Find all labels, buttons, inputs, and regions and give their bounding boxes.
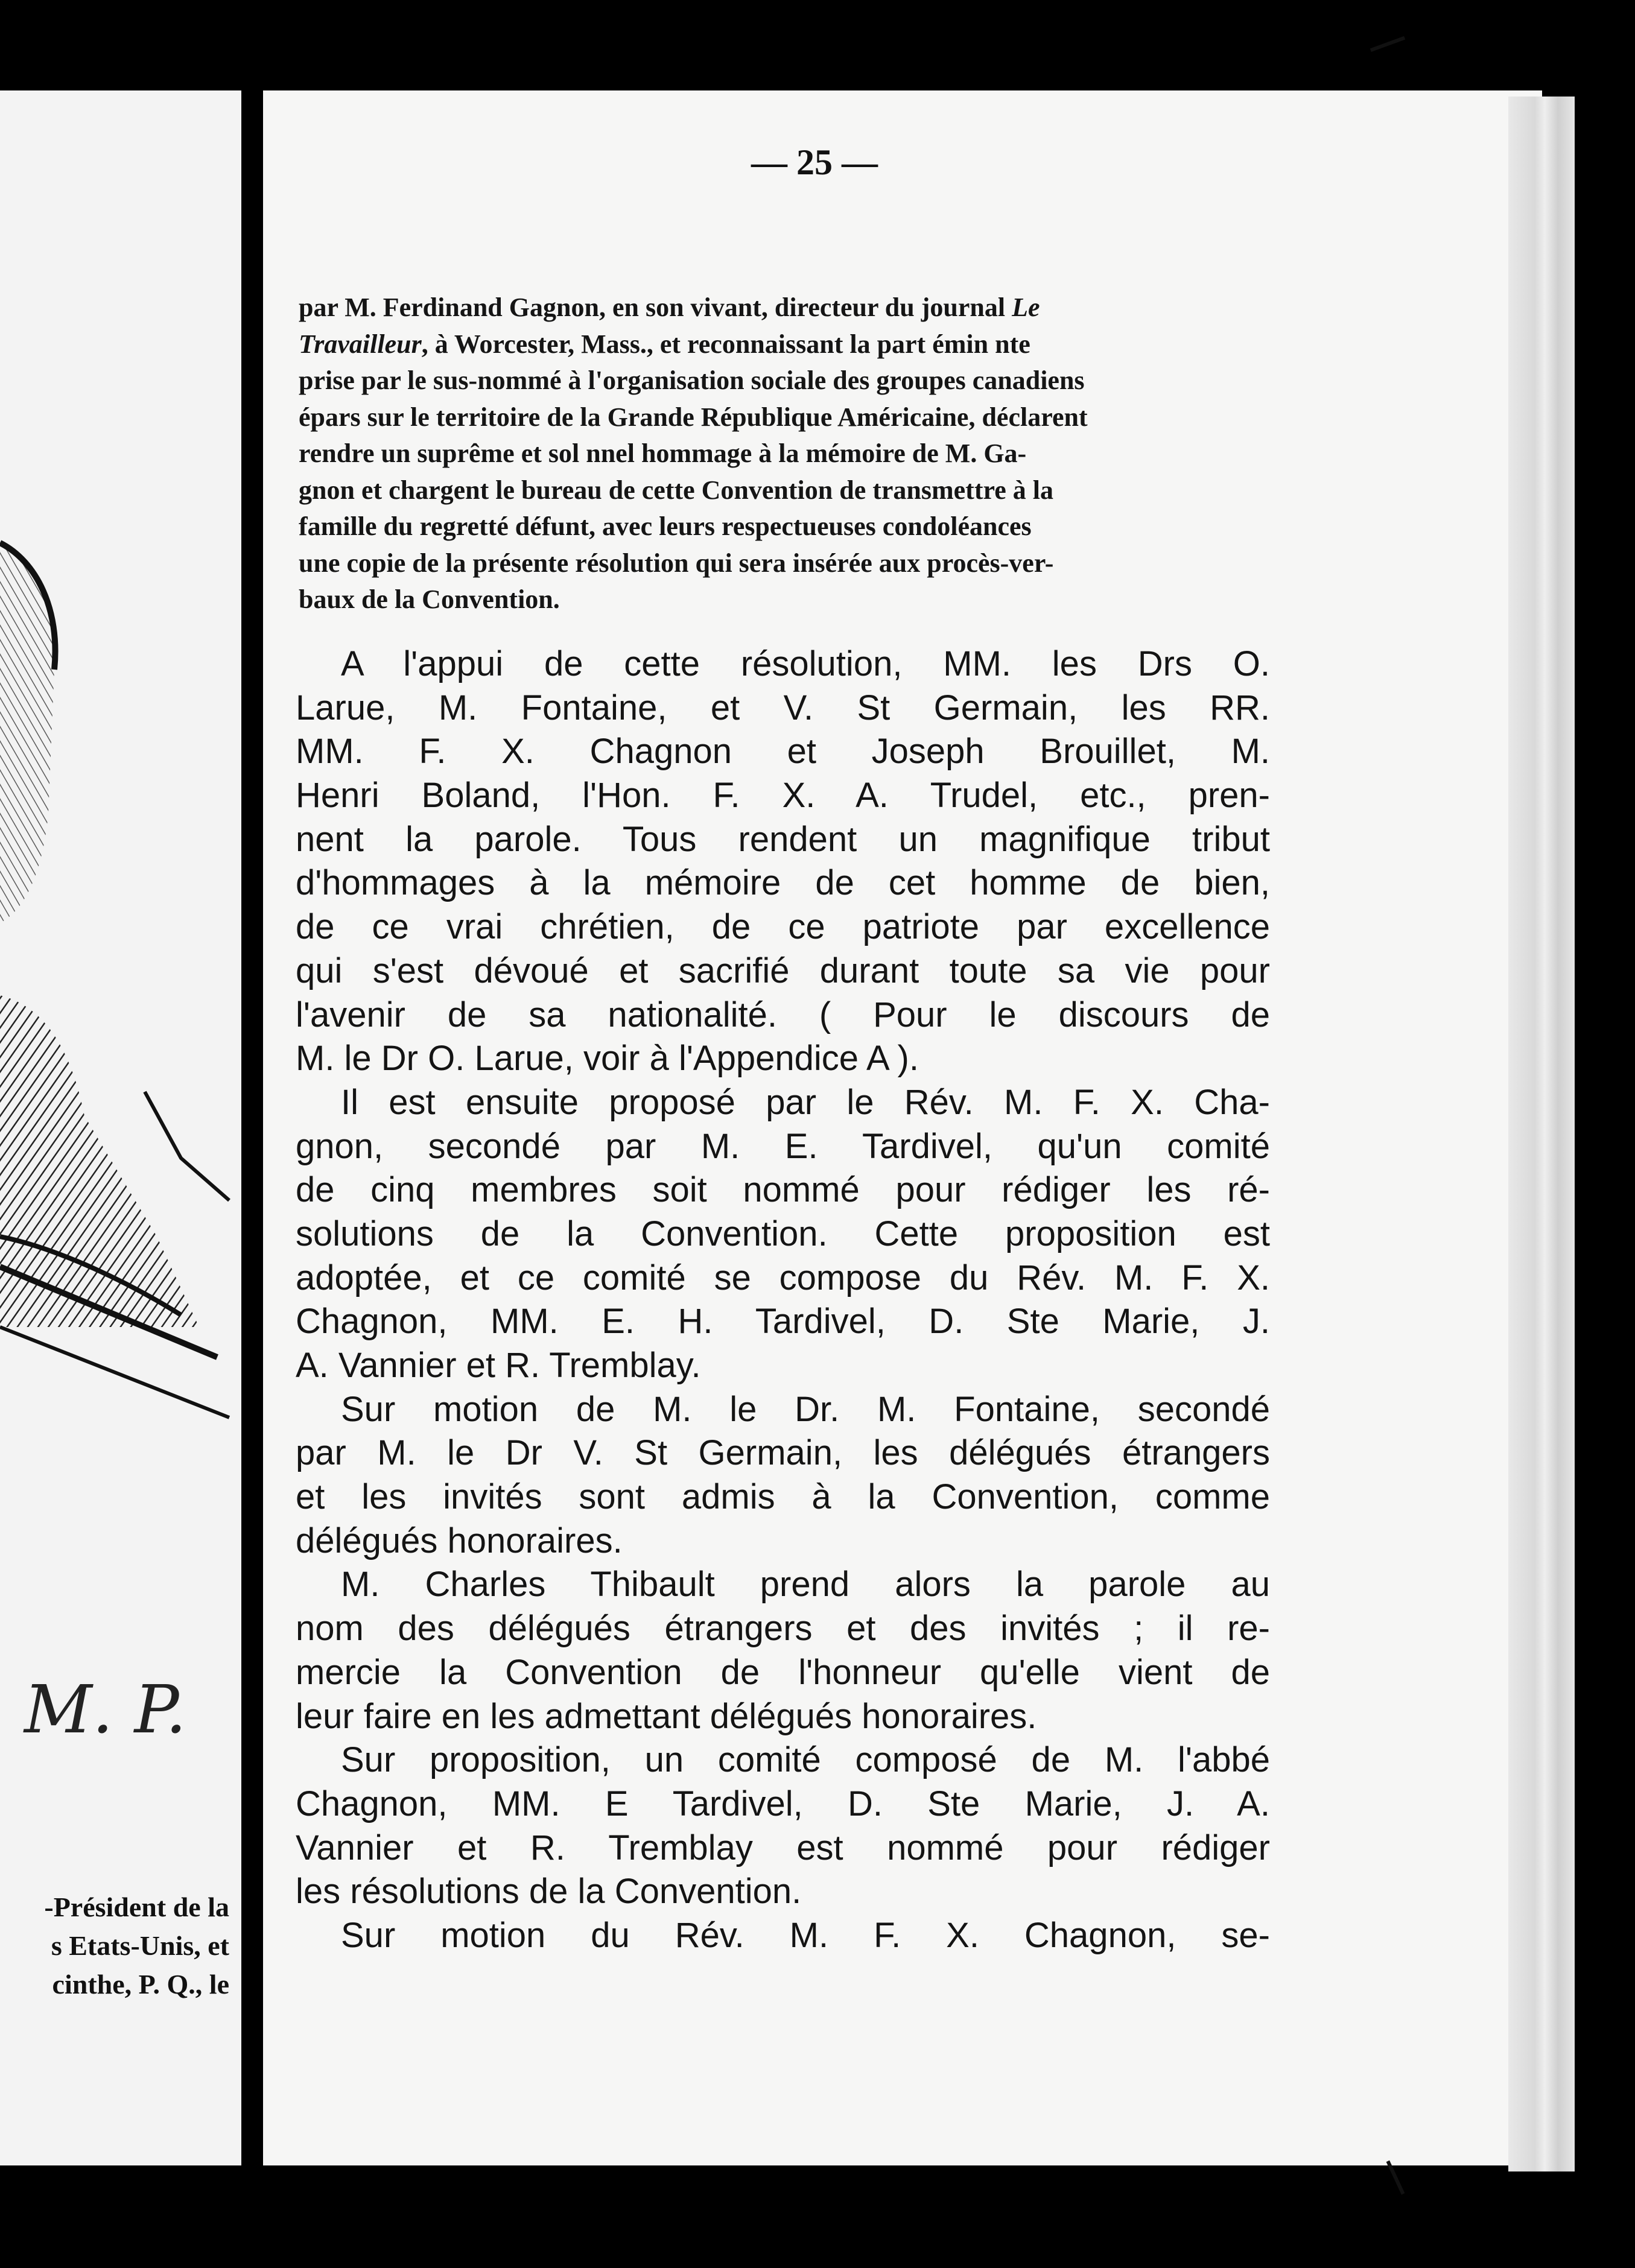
paragraph-line: l'avenir de sa nationalité. ( Pour le discours de: [296, 995, 1270, 1034]
paragraph-line: adoptée, et ce comité se compose du Rév. M. F. X.: [296, 1258, 1270, 1297]
paragraph-line: et les invités sont admis à la Convention, comme: [296, 1477, 1270, 1517]
resolution-line: une copie de la présente résolution qui sera insérée aux procès-ver-: [299, 548, 1054, 578]
paragraph-line: Sur proposition, un comité composé de M. l'abbé: [341, 1740, 1270, 1780]
paragraph-line: nent la parole. Tous rendent un magnifique tribut: [296, 819, 1270, 859]
paragraph-line: Il est ensuite proposé par le Rév. M. F. X. Cha-: [341, 1082, 1270, 1122]
portrait-engraving: [0, 452, 241, 1659]
resolution-line: gnon et chargent le bureau de cette Convention de transmettre à la: [299, 475, 1053, 505]
paragraph-line: délégués honoraires.: [296, 1521, 623, 1560]
paragraph-line: Chagnon, MM. E. H. Tardivel, D. Ste Marie, J.: [296, 1302, 1270, 1341]
paragraph-line: d'hommages à la mémoire de cet homme de bien,: [296, 863, 1270, 903]
paragraph-line: mercie la Convention de l'honneur qu'elle vient de: [296, 1652, 1270, 1692]
resolution-line: baux de la Convention.: [299, 584, 560, 614]
paragraph-line: de ce vrai chrétien, de ce patriote par excellence: [296, 907, 1270, 947]
resolution-line: par M. Ferdinand Gagnon, en son vivant, directeur du journal Le: [299, 293, 1040, 322]
resolution-line: rendre un suprême et sol nnel hommage à la mémoire de M. Ga-: [299, 439, 1027, 468]
paragraph-line: leur faire en les admettant délégués honoraires.: [296, 1696, 1037, 1736]
facing-page: [0, 90, 241, 2165]
paragraph-line: de cinq membres soit nommé pour rédiger les ré-: [296, 1170, 1270, 1210]
monogram-signature: M. P.: [24, 1671, 187, 1748]
paragraph-line: M. Charles Thibault prend alors la parole au: [341, 1565, 1270, 1604]
caption-line: s Etats-Unis, et: [51, 1930, 229, 1961]
paragraph-line: par M. le Dr V. St Germain, les délégués étrangers: [296, 1433, 1270, 1473]
paragraph-line: gnon, secondé par M. E. Tardivel, qu'un comité: [296, 1126, 1270, 1166]
paragraph-line: qui s'est dévoué et sacrifié durant toute sa vie pour: [296, 951, 1270, 990]
paragraph-line: A. Vannier et R. Tremblay.: [296, 1346, 701, 1385]
resolution-line: famille du regretté défunt, avec leurs respectueuses condoléances: [299, 512, 1032, 541]
caption-line: -Président de la: [44, 1892, 229, 1922]
paragraph-line: les résolutions de la Convention.: [296, 1872, 802, 1912]
resolution-line: Travailleur, à Worcester, Mass., et reconnaissant la part émin nte: [299, 329, 1030, 359]
scan-artifact: [1386, 2161, 1405, 2195]
book-gutter: [241, 0, 263, 2268]
resolution-text: [299, 290, 1273, 618]
body-text: [296, 642, 1270, 1958]
paragraph-line: Chagnon, MM. E Tardivel, D. Ste Marie, J. A.: [296, 1784, 1270, 1823]
resolution-line: épars sur le territoire de la Grande République Américaine, déclarent: [299, 402, 1088, 432]
scan-artifact: [1370, 36, 1405, 52]
caption-line: cinthe, P. Q., le: [52, 1969, 229, 2000]
page-number: — 25 —: [751, 142, 878, 182]
portrait-caption: [0, 1888, 229, 2004]
paragraph-line: A l'appui de cette résolution, MM. les Drs O.: [341, 644, 1270, 683]
paragraph-line: Larue, M. Fontaine, et V. St Germain, les RR.: [296, 688, 1270, 727]
paragraph-line: nom des délégués étrangers et des invités ; il re-: [296, 1609, 1270, 1649]
paragraph-line: solutions de la Convention. Cette proposition est: [296, 1214, 1270, 1253]
resolution-line: prise par le sus-nommé à l'organisation sociale des groupes canadiens: [299, 366, 1085, 395]
paragraph-line: Vannier et R. Tremblay est nommé pour rédiger: [296, 1828, 1270, 1867]
paragraph-line: M. le Dr O. Larue, voir à l'Appendice A ).: [296, 1039, 919, 1079]
paragraph-line: MM. F. X. Chagnon et Joseph Brouillet, M.: [296, 732, 1270, 771]
paragraph-line: Sur motion du Rév. M. F. X. Chagnon, se-: [341, 1915, 1270, 1955]
paragraph-line: Henri Boland, l'Hon. F. X. A. Trudel, etc., pren-: [296, 776, 1270, 816]
page-edges: [1508, 97, 1575, 2171]
paragraph-line: Sur motion de M. le Dr. M. Fontaine, secondé: [341, 1389, 1270, 1429]
